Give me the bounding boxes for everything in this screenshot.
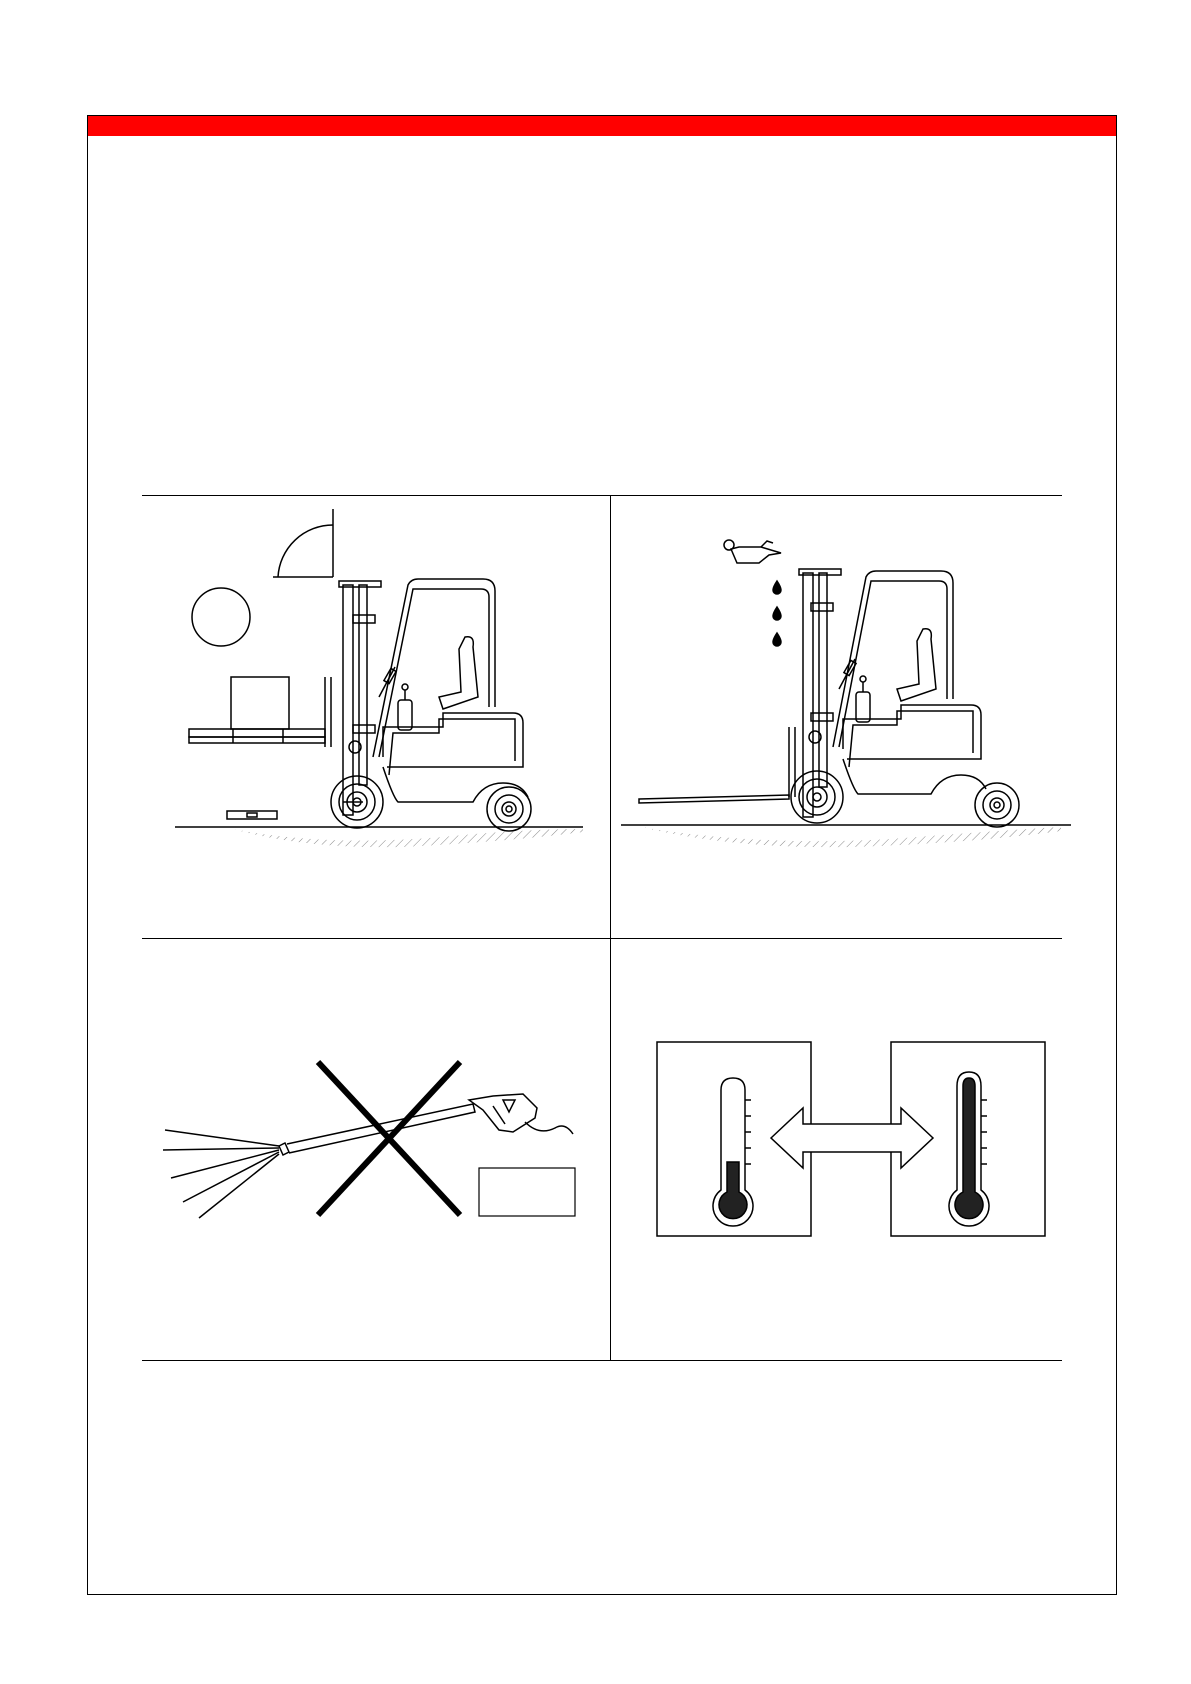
figure-no-pressure-washer <box>143 940 609 1359</box>
label-box <box>479 1168 575 1216</box>
water-spray <box>163 1130 279 1218</box>
cross-out-icon <box>318 1062 460 1215</box>
thermometer-hot-icon <box>949 1072 989 1226</box>
grid-line-middle <box>142 938 1062 939</box>
figure-forklift-level-check <box>143 497 609 937</box>
double-arrow-icon <box>771 1108 933 1168</box>
oil-drop-icon <box>773 633 781 646</box>
oil-can-icon <box>724 540 781 563</box>
forklift <box>639 569 1019 827</box>
figure-temperature-change <box>611 940 1071 1359</box>
grid-line-top <box>142 495 1062 496</box>
forklift <box>331 579 531 831</box>
grid-line-bottom <box>142 1360 1062 1361</box>
circle-icon <box>192 588 250 646</box>
oil-drop-icon <box>773 581 781 594</box>
oil-drop-icon <box>773 607 781 620</box>
thermometer-cold-icon <box>713 1078 753 1226</box>
figure-forklift-lubrication <box>611 497 1071 937</box>
pressure-washer-icon <box>279 1094 573 1155</box>
angle-icon <box>273 509 333 577</box>
level-icon <box>227 811 277 819</box>
header-red-bar <box>88 116 1116 136</box>
